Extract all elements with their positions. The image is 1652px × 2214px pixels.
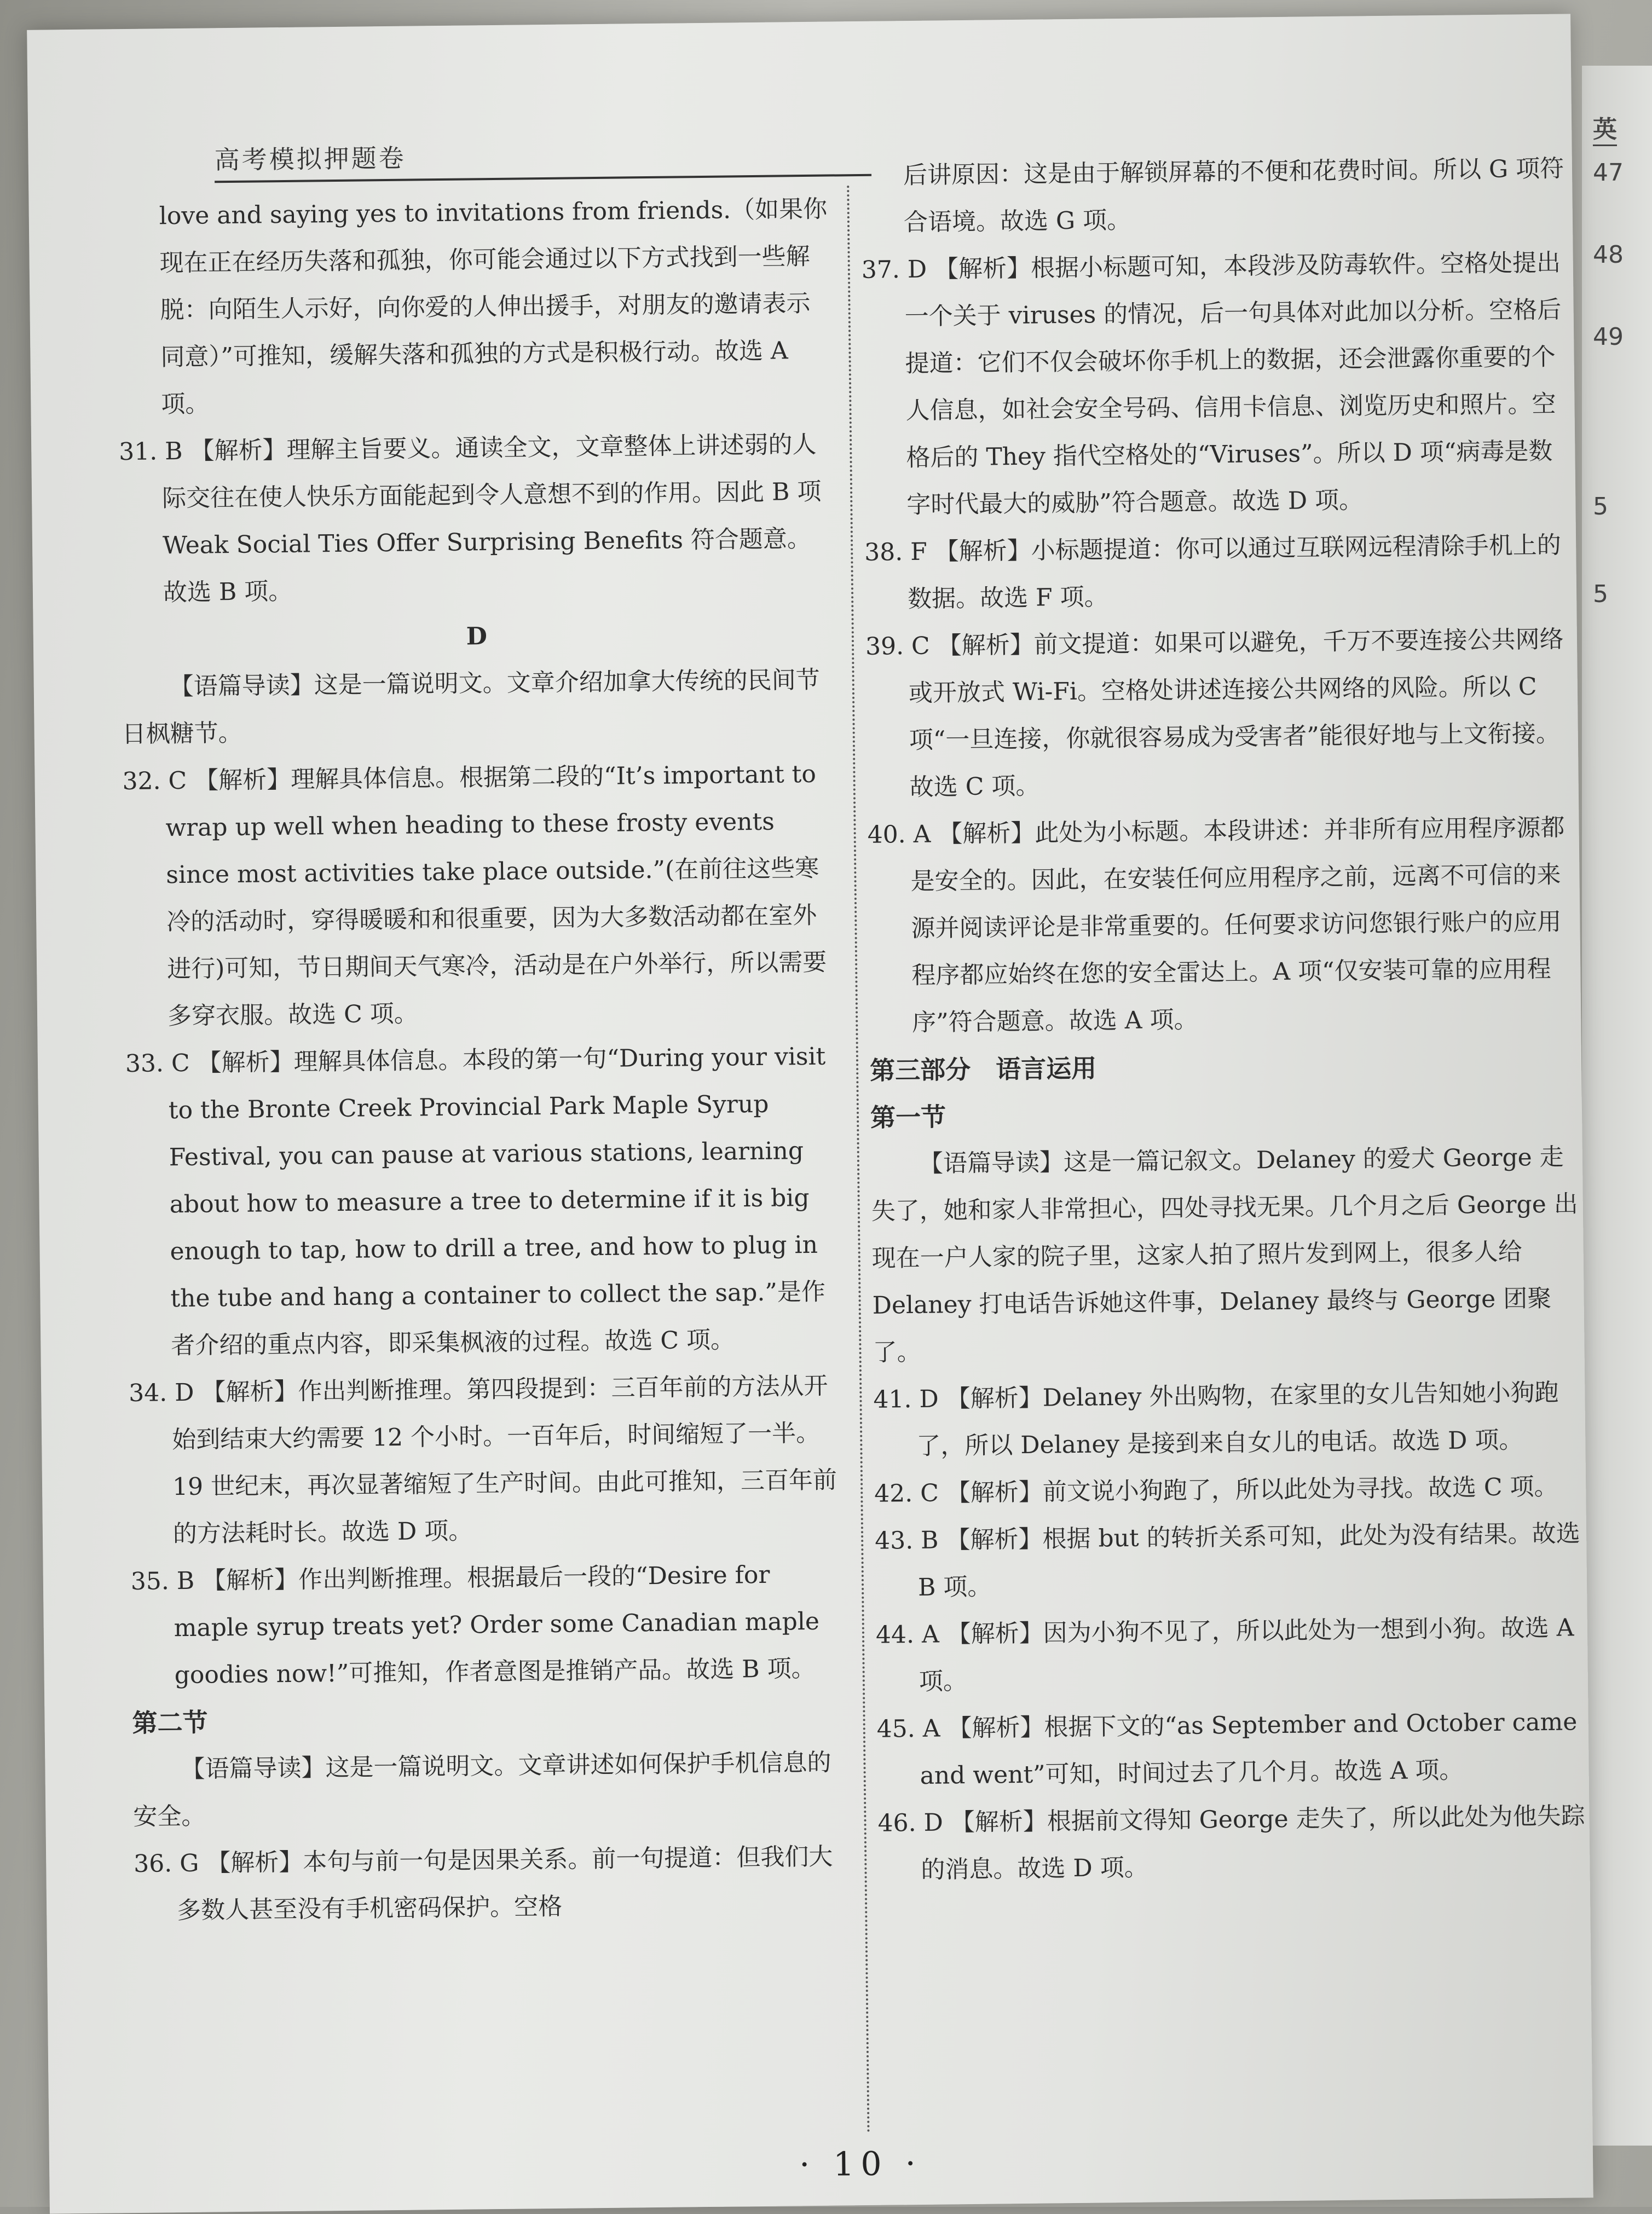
- right-column: [860, 145, 1590, 1894]
- answer-item-44: 44. A 【解析】因为小狗不见了，所以此处为一想到小狗。故选 A 项。: [875, 1614, 1574, 1696]
- passage-guide-part3: 【语篇导读】这是一篇记叙文。Delaney 的爱犬 George 走失了，她和家人非常担心，四处寻找无果。几个月之后 George 出现在一户人家的院子里，这家人拍了照片发到网上，很多人给 Delaney 打电话告诉她这件事，Delaney 最终与 George 团聚了。: [871, 1143, 1578, 1367]
- answer-item-34: 34. D 【解析】作出判断推理。第四段提到：三百年前的方法从开始到结束大约需要 12 个小时。一百年后，时间缩短了一半。19 世纪末，再次显著缩短了生产时间。由此可推知，三百年前的方法耗时长。故选 D 项。: [129, 1372, 837, 1548]
- section-heading-part3-section1: 第一节: [870, 1102, 946, 1132]
- answer-item-41: 41. D 【解析】Delaney 外出购物，在家里的女儿告知她小狗跑了，所以 Delaney 是接到来自女儿的电话。故选 D 项。: [873, 1378, 1559, 1460]
- adjacent-page-number: 48: [1593, 241, 1624, 269]
- passage-guide-section2: 【语篇导读】这是一篇说明文。文章讲述如何保护手机信息的安全。: [133, 1748, 831, 1831]
- answer-item-38: 38. F 【解析】小标题提道：你可以通过互联网远程清除手机上的数据。故选 F 项。: [864, 531, 1561, 614]
- answer-item-37: 37. D 【解析】根据小标题可知，本段涉及防毒软件。空格处提出一个关于 viruses 的情况，后一句具体对此加以分析。空格后提道：它们不仅会破坏你手机上的数据，还会泄露你重要的个人信息，如社会安全号码、信用卡信息、浏览历史和照片。空格后的 They 指代空格处的“Viruses”。所以 D 项“病毒是数字时代最大的威胁”符合题意。故选 D 项。: [861, 248, 1562, 519]
- section-heading-part2-section2: 第二节: [132, 1707, 208, 1738]
- page-title: 高考模拟押题卷: [214, 143, 406, 175]
- answer-item-45: 45. A 【解析】根据下文的“as September and October came and went”可知，时间过去了几个月。故选 A 项。: [876, 1708, 1578, 1790]
- answer-item-39: 39. C 【解析】前文提道：如果可以避免，千万不要连接公共网络或开放式 Wi-Fi。空格处讲述连接公共网络的风险。所以 C 项“一旦连接，你就很容易成为受害者”能很好地与上文衔接。故选 C 项。: [865, 625, 1564, 802]
- answer-item-32: 32. C 【解析】理解具体信息。根据第二段的“It’s important to wrap up well when heading to these frosty events since most activities take place outside.”(在前往这些寒冷的活动时，穿得暖暖和和很重要，因为大多数活动都在室外进行)可知，节日期间天气寒冷，活动是在户外举行，所以需要多穿衣服。故选 C 项。: [122, 760, 827, 1031]
- answer-page: [27, 14, 1593, 2213]
- answer-item-46: 46. D 【解析】根据前文得知 George 走失了，所以此处为他失踪的消息。故选 D 项。: [877, 1802, 1585, 1884]
- adjacent-page-edge: [1582, 66, 1652, 2146]
- page-header: [214, 134, 871, 183]
- section-heading-part3: 第三部分 语言运用: [869, 1053, 1097, 1085]
- section-heading-d: D: [466, 622, 488, 651]
- answer-item-42: 42. C 【解析】前文说小狗跑了，所以此处为寻找。故选 C 项。: [874, 1472, 1558, 1508]
- answer-item-33: 33. C 【解析】理解具体信息。本段的第一句“During your visit to the Bronte Creek Provincial Park Maple Syrup Festival, you can pause at various stations, learning about how to measure a tree to determine if it is big enough to tap, how to drill a tree, and how to plug in the tube and hang a container to collect the sap.”是作者介绍的重点内容，即采集枫液的过程。故选 C 项。: [125, 1042, 826, 1360]
- adjacent-page-number: 5: [1593, 493, 1608, 521]
- adjacent-page-number: 47: [1593, 159, 1624, 187]
- answer-item-40: 40. A 【解析】此处为小标题。本段讲述：并非所有应用程序源都是安全的。因此，在安装任何应用程序之前，远离不可信的来源并阅读评论是非常重要的。任何要求访问您银行账户的应用程序都应始终在您的安全雷达上。A 项“仅安装可靠的应用程序”符合题意。故选 A 项。: [867, 813, 1565, 1037]
- answer-item-35: 35. B 【解析】作出判断推理。根据最后一段的“Desire for maple syrup treats yet? Order some Canadian maple goodies now!”可推知，作者意图是推销产品。故选 B 项。: [130, 1560, 820, 1690]
- page-number: · 10 ·: [799, 2144, 923, 2184]
- adjacent-page-number: 49: [1593, 323, 1624, 351]
- left-column: [116, 186, 846, 1935]
- adjacent-page-number: 5: [1593, 580, 1608, 608]
- answer-item-43: 43. B 【解析】根据 but 的转折关系可知，此处为没有结果。故选 B 项。: [874, 1519, 1580, 1602]
- passage-guide-d: 【语篇导读】这是一篇说明文。文章介绍加拿大传统的民间节日枫糖节。: [122, 666, 820, 749]
- answer-item-31: 31. B 【解析】理解主旨要义。通读全文，文章整体上讲述弱的人际交往在使人快乐方面能起到令人意想不到的作用。因此 B 项 Weak Social Ties Offer Surprising Benefits 符合题意。故选 B 项。: [118, 430, 822, 607]
- answer-item-30-continued: love and saying yes to invitations from friends.（如果你现在正在经历失落和孤独，你可能会通过以下方式找到一些解脱：向陌生人示好，向你爱的人伸出援手，对朋友的邀请表示同意）”可推知，缓解失落和孤独的方式是积极行动。故选 A 项。: [159, 195, 828, 419]
- answer-item-36: 36. G 【解析】本句与前一句是因果关系。前一句提道：但我们大多数人甚至没有手机密码保护。空格: [134, 1842, 833, 1925]
- adjacent-page-tab: 英: [1593, 109, 1617, 146]
- answer-item-36-continued: 后讲原因：这是由于解锁屏幕的不便和花费时间。所以 G 项符合语境。故选 G 项。: [903, 154, 1564, 237]
